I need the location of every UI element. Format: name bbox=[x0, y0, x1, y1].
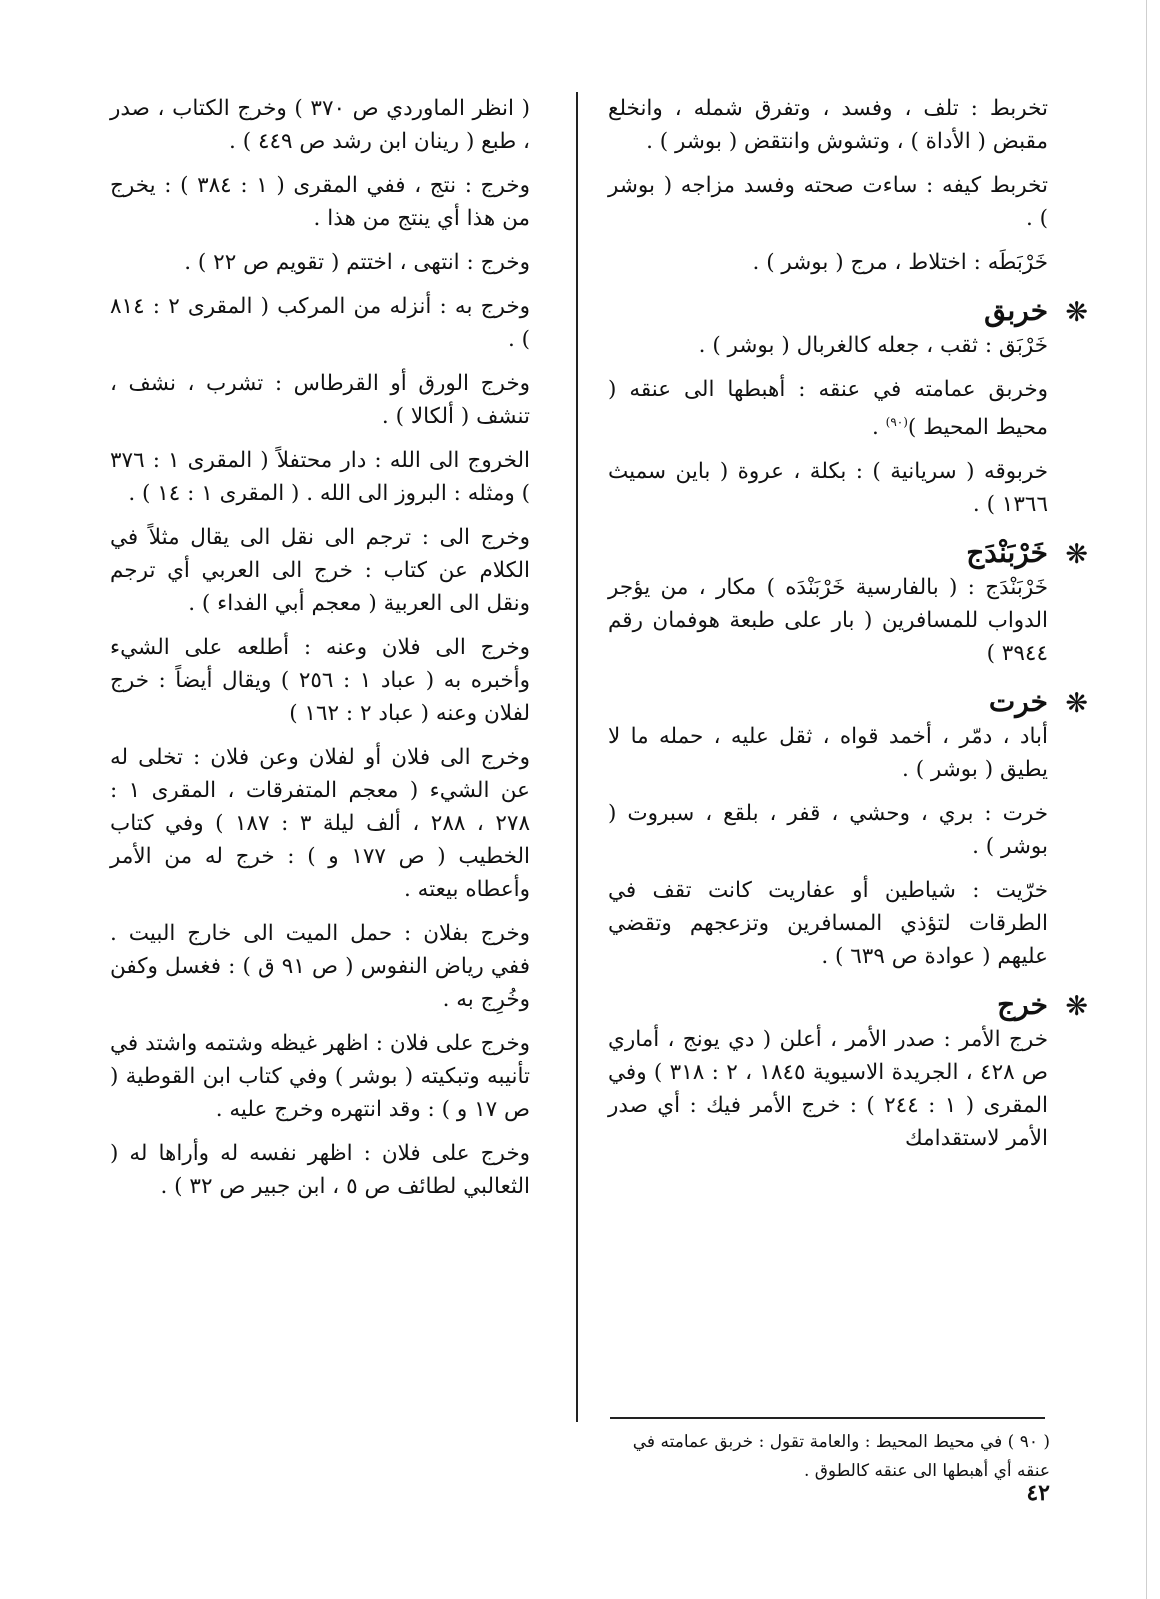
entry-kharaja-al-waraq: وخرج الورق أو القرطاس : تشرب ، نشف ، تنشف ( ألكالا ) . bbox=[110, 371, 530, 429]
entry-kharbatah: خَرْبَطَه : اختلاط ، مرج ( بوشر ) . bbox=[752, 250, 1048, 275]
entry-kharat: خرت : بري ، وحشي ، قفر ، بلقع ، سبروت ( بوشر ) . bbox=[608, 801, 1048, 860]
entry-al-khuruj: الخروج الى الله : دار محتفلاً ( المقرى ١ : ٣٧٦ ) ومثله : البروز الى الله . ( المقرى ١ : ١٤ ) . bbox=[110, 448, 530, 506]
headword-kharbaq bbox=[608, 293, 1088, 329]
entry-kharbata: تخربط : تلف ، وفسد ، وتفرق شمله ، وانخلع مقبض ( الأداة ) ، وتشوش وانتقض ( بوشر ) . bbox=[608, 96, 1048, 154]
entry-kharbata-kayfuh: تخربط كيفه : ساءت صحته وفسد مزاجه ( بوشر ) . bbox=[608, 173, 1048, 231]
entry-text: وخربق عمامته في عنقه : أهبطها الى عنقه ( محيط المحيط ) bbox=[608, 377, 1048, 441]
entry-kharbaq-imamatahu bbox=[608, 373, 1048, 444]
footnote-separator bbox=[610, 1417, 1045, 1419]
asterisk-icon: ❋ bbox=[1065, 297, 1088, 328]
entry-mawardi: ( انظر الماوردي ص ٣٧٠ ) وخرج الكتاب ، صدر ، طبع ( رينان ابن رشد ص ٤٤٩ ) . bbox=[110, 96, 530, 154]
headword-text: خرج bbox=[997, 988, 1048, 1022]
scan-edge bbox=[1146, 0, 1147, 1599]
asterisk-icon: ❋ bbox=[1065, 991, 1088, 1023]
entry-kharbaq: خَرْبَق : ثقب ، جعله كالغربال ( بوشر ) . bbox=[698, 333, 1048, 358]
entry-kharaja-intaha: وخرج : انتهى ، اختتم ( تقويم ص ٢٢ ) . bbox=[184, 250, 530, 275]
asterisk-icon: ❋ bbox=[1065, 688, 1088, 720]
footnote: ( ٩٠ ) في محيط المحيط : والعامة تقول : خربق عمامته في عنقه أي أهبطها الى عنقه كالطوق . bbox=[632, 1432, 1050, 1481]
left-column bbox=[110, 92, 530, 1214]
entry-kharaja-al-amr: خرج الأمر : صدر الأمر ، أعلن ( دي يونج ، أماري ص ٤٢٨ ، الجريدة الاسيوية ١٨٤٥ ، ٢ : ٣١٨ ) وفي المقرى ( ١ : ٢٤٤ ) : خرج الأمر فيك : أي صدر الأمر لاستقدامك bbox=[608, 1027, 1049, 1152]
page-number: ٤٢ bbox=[1026, 1480, 1050, 1506]
column-divider bbox=[576, 92, 578, 1422]
entry-kharaja-ala-fulan-2: وخرج على فلان : اظهر نفسه له وأراها له ( الثعالبي لطائف ص ٥ ، ابن جبير ص ٣٢ ) . bbox=[110, 1141, 530, 1199]
headword-text: خربق bbox=[984, 294, 1048, 327]
entry-kharbandaj: خَرْبَنْدَج : ( بالفارسية خَرْبَنْدَه ) مكار ، من يؤجر الدواب للمسافرين ( بار على طبعة هوفمان رقم ٣٩٤٤ ) bbox=[608, 575, 1048, 667]
entry-kharbuqa: خربوقه ( سريانية ) : بكلة ، عروة ( باين سميث ١٣٦٦ ) . bbox=[608, 459, 1048, 518]
entry-khirrit: خرّيت : شياطين أو عفاريت كانت تقف في الطرقات لتؤذي المسافرين وتزعجهم وتقضي عليهم ( عوادة ص ٦٣٩ ) . bbox=[608, 878, 1048, 970]
headword-kharbandaj bbox=[608, 535, 1088, 571]
entry-kharaja-bihi: وخرج به : أنزله من المركب ( المقرى ٢ : ٨١٤ ) . bbox=[110, 294, 530, 352]
headword-text: خرت bbox=[988, 685, 1048, 719]
entry-kharaja-li-fulan: وخرج الى فلان أو لفلان وعن فلان : تخلى له عن الشيء ( معجم المتفرقات ، المقرى ١ : ٢٧٨ ، ٢٨٨ ، ألف ليلة ٣ : ١٨٧ ) وفي كتاب الخطيب ( ص ١٧٧ و ) : خرج له من الأمر وأعطاه بيعته . bbox=[110, 745, 530, 902]
entry-kharat-abad: أباد ، دمّر ، أخمد قواه ، ثقل عليه ، حمله ما لا يطيق ( بوشر ) . bbox=[608, 724, 1048, 783]
entry-text-end: . bbox=[871, 415, 886, 441]
entry-kharaja-nataja: وخرج : نتج ، ففي المقرى ( ١ : ٣٨٤ ) : يخرج من هذا أي ينتج من هذا . bbox=[110, 173, 530, 231]
headword-kharaja bbox=[608, 987, 1088, 1023]
entry-kharaja-ila-fulan: وخرج الى فلان وعنه : أطلعه على الشيء وأخبره به ( عباد ١ : ٢٥٦ ) ويقال أيضاً : خرج لفلان وعنه ( عباد ٢ : ١٦٢ ) bbox=[110, 635, 530, 726]
headword-text: خَرْبَنْدَج bbox=[966, 536, 1048, 570]
footnote-marker: (٩٠) bbox=[885, 415, 908, 429]
right-column bbox=[608, 92, 1088, 1166]
entry-kharaja-ala-fulan: وخرج على فلان : اظهر غيظه وشتمه واشتد في تأنيبه وتبكيته ( بوشر ) وفي كتاب ابن القوطية ( ص ١٧ و ) : وقد انتهره وخرج عليه . bbox=[110, 1031, 530, 1122]
asterisk-icon: ❋ bbox=[1065, 539, 1088, 571]
headword-kharat bbox=[608, 684, 1088, 720]
entry-kharaja-bi-fulan: وخرج بفلان : حمل الميت الى خارج البيت . ففي رياض النفوس ( ص ٩١ ق ) : فغسل وكفن وخُرِج به . bbox=[110, 921, 530, 1012]
entry-kharaja-ila: وخرج الى : ترجم الى نقل الى يقال مثلاً في الكلام عن كتاب : خرج الى العربي أي ترجم ونقل الى العربية ( معجم أبي الفداء ) . bbox=[110, 525, 530, 616]
